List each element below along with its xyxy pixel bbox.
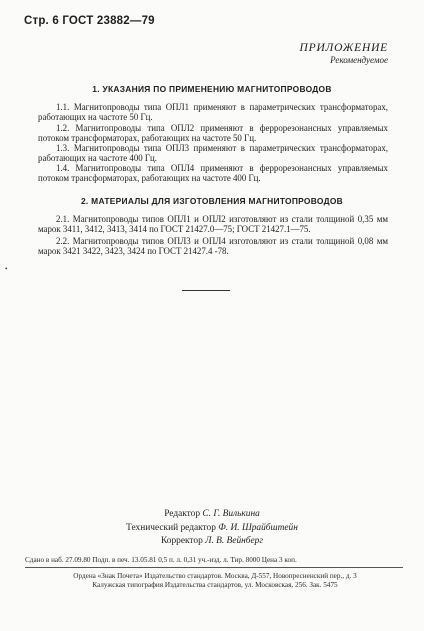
publisher-line-2: Калужская типография Издательства стандартов, ул. Московская, 256. Зак. 5475 — [92, 581, 338, 589]
scan-speck: • — [5, 265, 8, 273]
section-2-title: 2. МАТЕРИАЛЫ ДЛЯ ИЗГОТОВЛЕНИЯ МАГНИТОПРОВОДОВ — [80, 196, 344, 206]
editors-block — [0, 508, 424, 549]
imprint-line: Сдано в наб. 27.09.80 Подп. в печ. 13.05.81 0,5 п. л. 0,31 уч.-изд. л. Тир. 8000 Цена 3 коп. — [25, 556, 297, 564]
separator-rule — [182, 290, 230, 291]
publisher-block — [25, 572, 405, 590]
paragraph-1-4: 1.4. Магнитопроводы типа ОПЛ4 применяют в феррорезонансных управляемых потоком трансформаторах, работающих на частоте 400 Гц. — [38, 163, 388, 184]
page-header: Стр. 6 ГОСТ 23882—79 — [24, 15, 155, 27]
tech-editor-line: Технический редактор Ф. И. Шрайбштейн — [126, 522, 298, 533]
section-1-title: 1. УКАЗАНИЯ ПО ПРИМЕНЕНИЮ МАГНИТОПРОВОДОВ — [92, 84, 332, 94]
editor-line: Редактор С. Г. Вилькина — [164, 509, 260, 519]
corrector-line: Корректор Л. В. Вейнберг — [160, 536, 264, 546]
paragraph-1-2: 1.2. Магнитопроводы типа ОПЛ2 применяют в феррорезонансных управляемых потоком трансформаторах, работающих на частоте 50 Гц. — [38, 123, 388, 144]
paragraph-1-3: 1.3. Магнитопроводы типа ОПЛ3 применяют в параметрических трансформаторах, работающих на частоте 400 Гц. — [38, 143, 388, 164]
publisher-line-1: Ордена «Знак Почета» Издательство стандартов. Москва, Д-557, Новопресненский пер., д. 3 — [73, 572, 357, 580]
paragraph-2-2: 2.2. Магнитопроводы типов ОПЛ3 и ОПЛ4 изготовляют из стали толщиной 0,08 мм марок 3421 3422, 3423, 3424 по ГОСТ 21427.4 -78. — [38, 236, 388, 257]
appendix-block — [300, 42, 388, 65]
imprint-divider — [25, 567, 403, 568]
appendix-subtitle: Рекомендуемое — [330, 55, 388, 65]
paragraph-1-1: 1.1. Магнитопроводы типа ОПЛ1 применяют в параметрических трансформаторах, работающих на частоте 50 Гц. — [38, 102, 388, 123]
appendix-title: ПРИЛОЖЕНИЕ — [299, 42, 388, 54]
paragraph-2-1: 2.1. Магнитопроводы типов ОПЛ1 и ОПЛ2 изготовляют из стали толщиной 0,35 мм марок 3411, 3412, 3413, 3414 по ГОСТ 21427.0—75; ГОСТ 21427.1—75. — [38, 214, 388, 235]
